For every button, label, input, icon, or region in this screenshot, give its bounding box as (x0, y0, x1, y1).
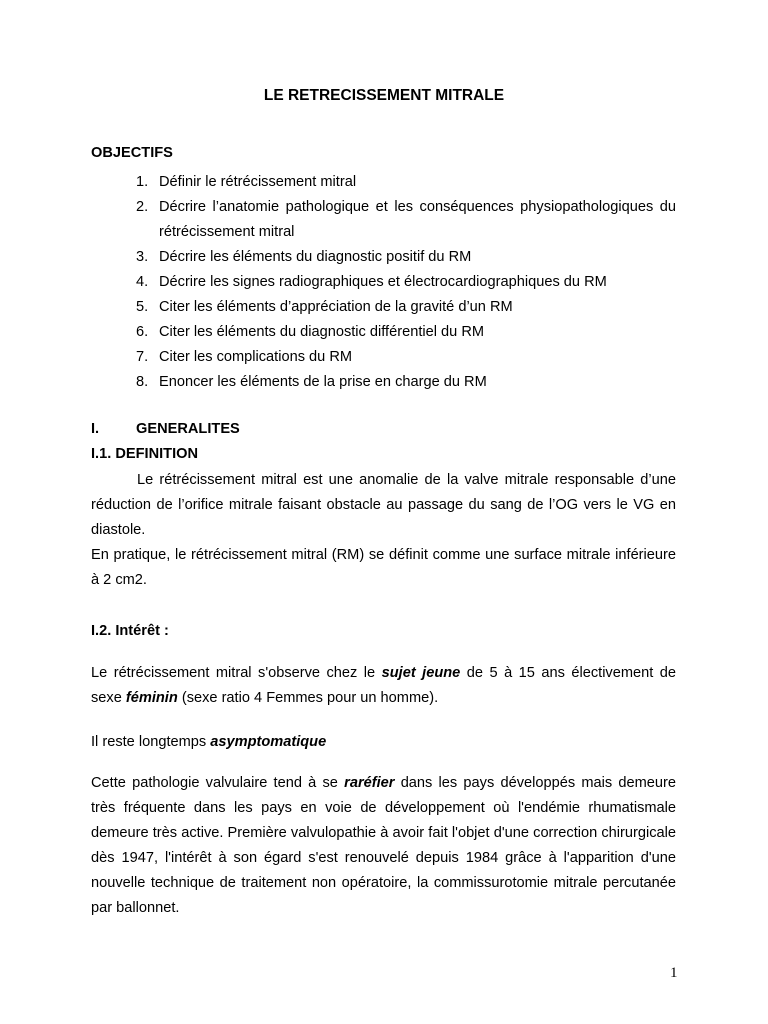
subheading-interet: I.2. Intérêt : (91, 623, 169, 639)
objectif-item (91, 345, 676, 370)
objectif-item (91, 370, 676, 395)
objectif-number: 5. (136, 299, 149, 315)
objectif-number: 6. (136, 324, 149, 340)
objectifs-list (91, 170, 676, 395)
objectif-text: Citer les éléments d’appréciation de la gravité d’un RM (159, 299, 513, 315)
emphasis-rarefier: raréfier (344, 775, 395, 791)
objectif-item (91, 320, 676, 345)
objectif-number: 8. (136, 374, 149, 390)
objectif-text: Définir le rétrécissement mitral (159, 174, 357, 190)
interet-paragraph-2 (91, 730, 676, 755)
objectif-item (91, 195, 676, 245)
objectif-text: Décrire l’anatomie pathologique et les conséquences physiopathologiques du rétrécissement mitral (159, 199, 676, 240)
section-heading-generalites (91, 421, 240, 437)
text-run: (sexe ratio 4 Femmes pour un homme). (177, 690, 439, 706)
emphasis-sujet-jeune: sujet jeune (381, 665, 461, 681)
objectifs-heading: OBJECTIFS (91, 145, 173, 161)
objectif-text: Enoncer les éléments de la prise en charge du RM (159, 374, 487, 390)
objectif-number: 1. (136, 174, 149, 190)
objectif-item (91, 295, 676, 320)
interet-paragraph-3 (91, 771, 676, 921)
definition-paragraph: Le rétrécissement mitral est une anomalie de la valve mitrale responsable d’une réduction de l’orifice mitrale faisant obstacle au passage du sang de l’OG vers le VG en diastole. (91, 472, 676, 538)
objectif-text: Décrire les signes radiographiques et électrocardiographiques du RM (159, 274, 607, 290)
objectif-number: 2. (136, 199, 149, 215)
objectif-text: Citer les complications du RM (159, 349, 353, 365)
definition-practice-paragraph: En pratique, le rétrécissement mitral (RM) se définit comme une surface mitrale inférieure à 2 cm2. (91, 547, 676, 588)
page-number: 1 (670, 965, 678, 981)
text-run: dans les pays développés mais demeure très fréquente dans les pays en voie de développement où l'endémie rhumatismale demeure très active. Première valvulopathie à avoir fait l'objet d'une correction chirurgicale dès 1947, l'intérêt à son égard s'est renouvelé depuis 1984 grâce à l'apparition d'une nouvelle technique de traitement non opératoire, la commissurotomie mitrale percutanée par ballonnet. (91, 775, 676, 916)
objectif-item (91, 270, 676, 295)
objectif-text: Citer les éléments du diagnostic différentiel du RM (159, 324, 485, 340)
text-run: Il reste longtemps (91, 734, 211, 750)
text-run: de 5 à 15 ans électivement de sexe (91, 665, 676, 706)
subheading-definition: I.1. DEFINITION (91, 446, 199, 462)
emphasis-feminin: féminin (125, 690, 178, 706)
objectif-number: 7. (136, 349, 149, 365)
text-run: Le rétrécissement mitral s'observe chez le (91, 665, 382, 681)
text-run: Cette pathologie valvulaire tend à se (91, 775, 345, 791)
emphasis-asymptomatique: asymptomatique (210, 734, 327, 750)
section-title: GENERALITES (136, 421, 240, 437)
objectif-item (91, 170, 676, 195)
document-title: LE RETRECISSEMENT MITRALE (263, 87, 505, 104)
section-number: I. (91, 421, 100, 437)
objectif-number: 4. (136, 274, 149, 290)
objectif-text: Décrire les éléments du diagnostic positif du RM (159, 249, 472, 265)
objectif-number: 3. (136, 249, 149, 265)
objectif-item (91, 245, 676, 270)
interet-paragraph-1 (91, 661, 676, 711)
